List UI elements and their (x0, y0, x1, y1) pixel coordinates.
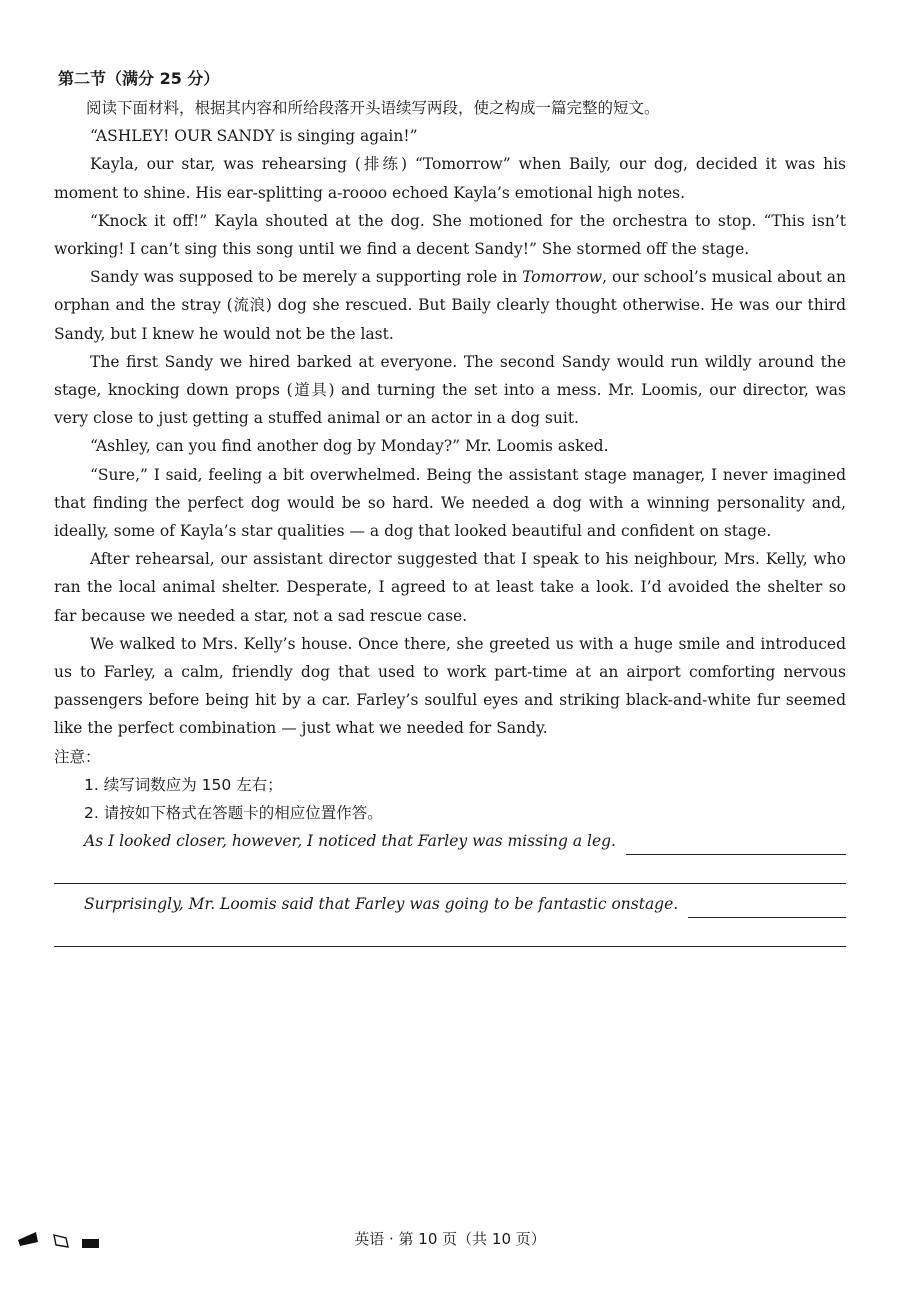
answer-line-2b (54, 918, 846, 947)
instruction-text: 阅读下面材料，根据其内容和所给段落开头语续写两段，使之构成一篇完整的短文。 (86, 99, 660, 117)
story-paragraph-9: We walked to Mrs. Kelly’s house. Once there, she greeted us with a huge smile and introduced us to Farley, a calm, friendly dog that used to work part-time at an airport comforting nervous passengers before being hit by a car. Farley’s soulful eyes and striking black-and-white fur seemed like the perfect combination — just what we needed for Sandy. (54, 634, 846, 738)
answer-line-2a (688, 897, 846, 918)
story-paragraph-6: “Ashley, can you find another dog by Monday?” Mr. Loomis asked. (90, 437, 609, 456)
story-paragraph-8: After rehearsal, our assistant director suggested that I speak to his neighbour, Mrs. Kelly, who ran the local animal shelter. Desperate, I agreed to at least take a look. I’d avoided the shelter so far because we needed a star, not a sad rescue case. (54, 550, 846, 625)
prompt-row-1 (54, 827, 846, 855)
paragraph-prompt-1: As I looked closer, however, I noticed that Farley was missing a leg. (84, 832, 616, 851)
paragraph-prompt-2: Surprisingly, Mr. Loomis said that Farley was going to be fantastic onstage. (84, 895, 679, 914)
notes-title: 注意： (54, 747, 101, 766)
story-paragraph-7: “Sure,” I said, feeling a bit overwhelmed. Being the assistant stage manager, I never imagined that finding the perfect dog would be so hard. We needed a dog with a winning personality and, ideally, some of Kayla’s star qualities — a dog that looked beautiful and confident on stage. (54, 465, 846, 541)
answer-line-1b (54, 855, 846, 884)
answer-line-1a (626, 834, 846, 855)
p4-end: , our school’s musical about an orphan and the stray (流浪) dog she rescued. But Baily clearly thought otherwise. He was our third Sandy, but I knew he would not be the last. (54, 268, 847, 343)
story-paragraph-4 (54, 263, 846, 348)
content-area (54, 64, 846, 947)
note-item-2: 2. 请按如下格式在答题卡的相应位置作答。 (84, 804, 383, 823)
story-paragraph-5: The first Sandy we hired barked at everyone. The second Sandy would run wildly around the stage, knocking down props (道具) and turning the set into a mess. Mr. Loomis, our director, was very close to just getting a stuffed animal or an actor in a dog suit. (54, 352, 846, 428)
page-footer: 英语 · 第 10 页（共 10 页） (354, 1230, 546, 1248)
section-title: 第二节（满分 25 分） (58, 69, 220, 88)
musical-title: Tomorrow (522, 268, 603, 287)
prompt-row-2 (54, 890, 846, 918)
story-paragraph-2: Kayla, our star, was rehearsing (排练) “Tomorrow” when Baily, our dog, decided it was his moment to shine. His ear-splitting a-roooo echoed Kayla’s emotional high notes. (54, 155, 846, 202)
p4-start: Sandy was supposed to be merely a supporting role in (90, 268, 523, 287)
story-paragraph-3: “Knock it off!” Kayla shouted at the dog. She motioned for the orchestra to stop. “This isn’t working! I can’t sing this song until we find a decent Sandy!” She stormed off the stage. (54, 211, 846, 259)
story-paragraph-1: “ASHLEY! OUR SANDY is singing again!” (90, 127, 418, 146)
note-item-1: 1. 续写词数应为 150 左右； (84, 775, 283, 794)
